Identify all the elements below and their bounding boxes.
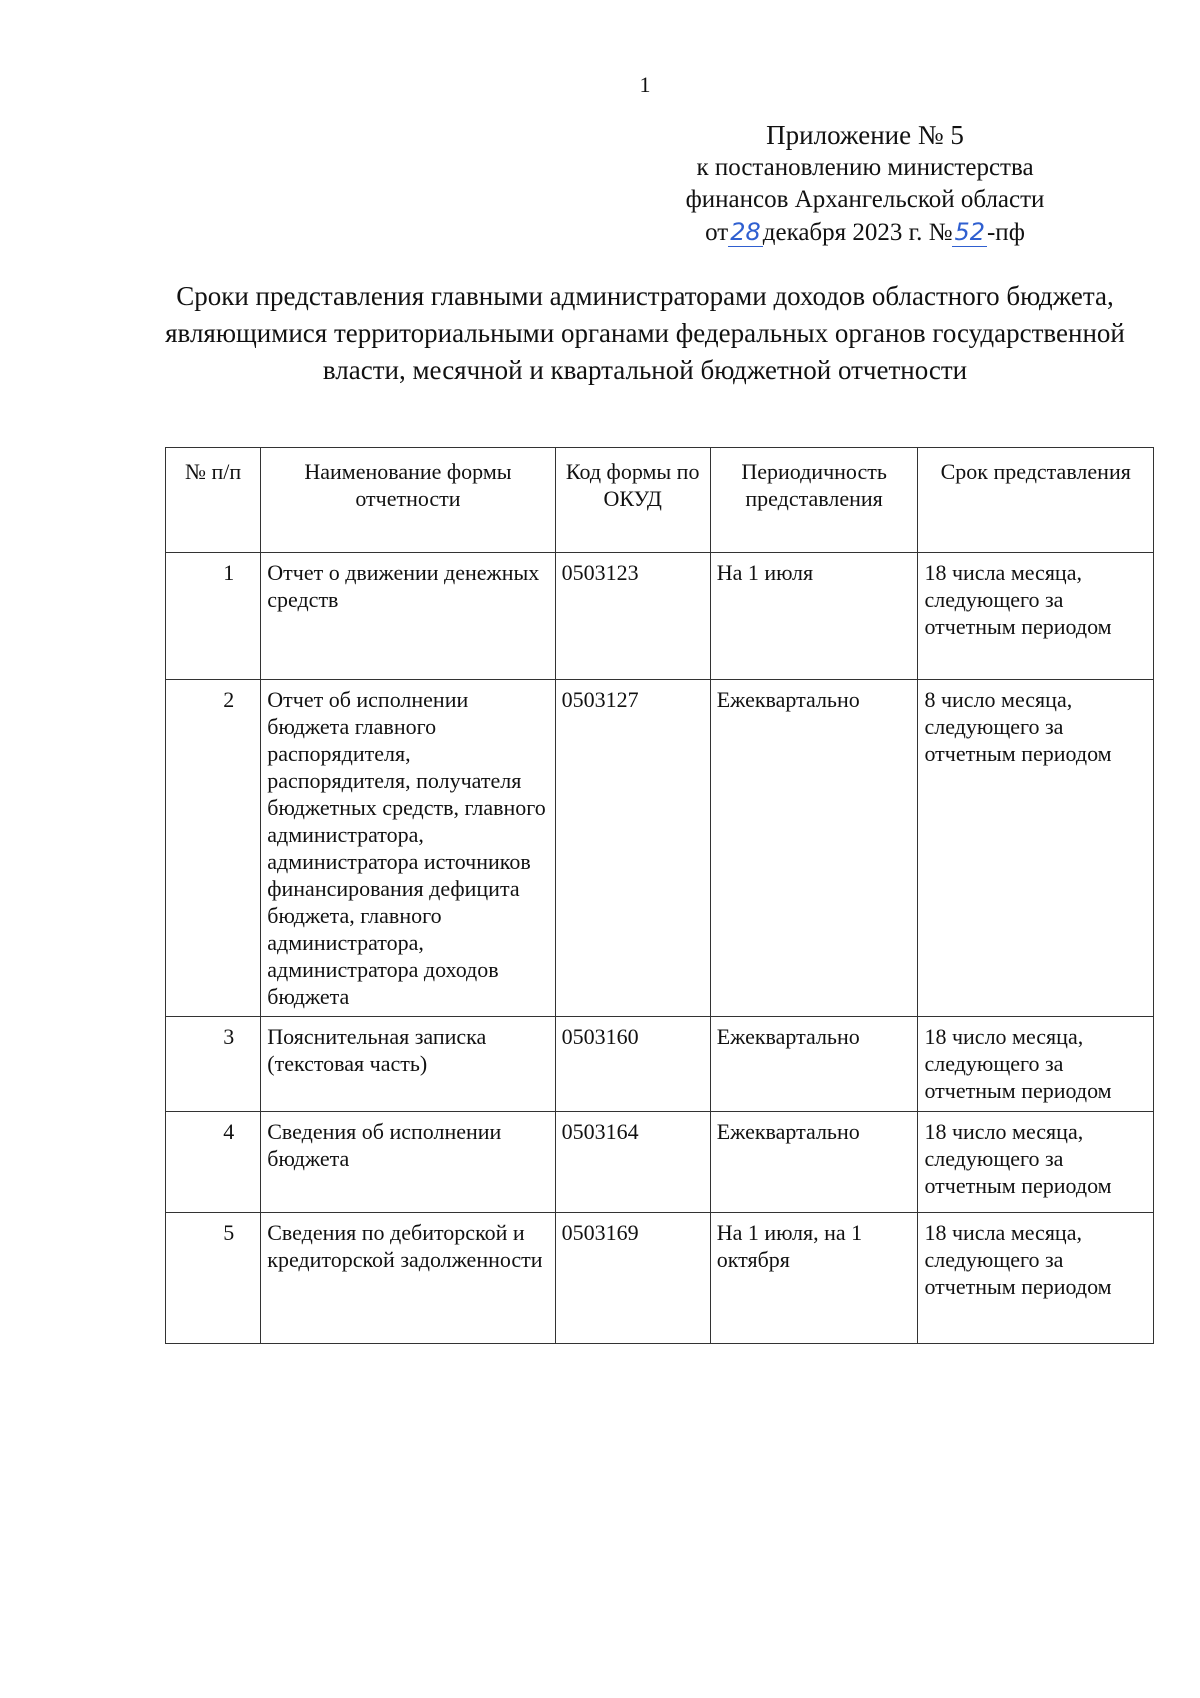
table-row: [166, 1213, 1154, 1344]
appendix-title: Приложение № 5: [766, 120, 964, 150]
cell-deadline: 18 число месяца, следующего за отчетным периодом: [918, 1017, 1154, 1112]
appendix-number-suffix: -пф: [986, 219, 1025, 246]
cell-periodicity: Ежеквартально: [710, 680, 918, 1017]
table-row: [166, 1017, 1154, 1112]
cell-periodicity: Ежеквартально: [710, 1112, 918, 1213]
handwritten-number: 52: [954, 218, 985, 246]
cell-number: 1: [166, 553, 261, 680]
cell-number: 5: [166, 1213, 261, 1344]
table-row: [166, 553, 1154, 680]
cell-periodicity: На 1 июля, на 1 октября: [710, 1213, 918, 1344]
cell-okud-code: 0503169: [555, 1213, 710, 1344]
header-deadline: Срок представления: [918, 448, 1154, 553]
report-deadlines-table: [165, 447, 1154, 1344]
cell-okud-code: 0503123: [555, 553, 710, 680]
cell-deadline: 18 число месяца, следующего за отчетным периодом: [918, 1112, 1154, 1213]
header-okud-code: Код формы по ОКУД: [555, 448, 710, 553]
table-header-row: [166, 448, 1154, 553]
cell-form-name: Отчет об исполнении бюджета главного распорядителя, распорядителя, получателя бюджетных средств, главного администратора, администратора источников финансирования дефицита бюджета, главного администратора, администратора доходов бюджета: [261, 680, 555, 1017]
cell-form-name: Отчет о движении денежных средств: [261, 553, 555, 680]
header-form-name: Наименование формы отчетности: [261, 448, 555, 553]
appendix-date-rest: декабря 2023 г. №: [762, 219, 953, 246]
cell-okud-code: 0503127: [555, 680, 710, 1017]
cell-form-name: Сведения об исполнении бюджета: [261, 1112, 555, 1213]
cell-deadline: 8 число месяца, следующего за отчетным периодом: [918, 680, 1154, 1017]
appendix-line-2: финансов Архангельской области: [685, 186, 1045, 213]
appendix-line-1: к постановлению министерства: [696, 154, 1034, 181]
page-number: 1: [639, 72, 651, 97]
handwritten-day: 28: [730, 218, 761, 246]
cell-periodicity: На 1 июля: [710, 553, 918, 680]
cell-okud-code: 0503160: [555, 1017, 710, 1112]
appendix-block: [640, 118, 1090, 249]
appendix-date-prefix: от: [705, 219, 729, 246]
cell-number: 4: [166, 1112, 261, 1213]
table-row: [166, 680, 1154, 1017]
appendix-date-line: [640, 216, 1090, 249]
cell-periodicity: Ежеквартально: [710, 1017, 918, 1112]
cell-deadline: 18 числа месяца, следующего за отчетным периодом: [918, 553, 1154, 680]
cell-form-name: Сведения по дебиторской и кредиторской задолженности: [261, 1213, 555, 1344]
header-number: № п/п: [166, 448, 261, 553]
document-title: Сроки представления главными администраторами доходов областного бюджета, являющимися территориальными органами федеральных органов государственной власти, месячной и квартальной бюджетной отчетности: [165, 281, 1125, 385]
table-row: [166, 1112, 1154, 1213]
cell-number: 2: [166, 680, 261, 1017]
cell-deadline: 18 числа месяца, следующего за отчетным периодом: [918, 1213, 1154, 1344]
cell-number: 3: [166, 1017, 261, 1112]
cell-form-name: Пояснительная записка (текстовая часть): [261, 1017, 555, 1112]
cell-okud-code: 0503164: [555, 1112, 710, 1213]
header-periodicity: Периодичность представления: [710, 448, 918, 553]
